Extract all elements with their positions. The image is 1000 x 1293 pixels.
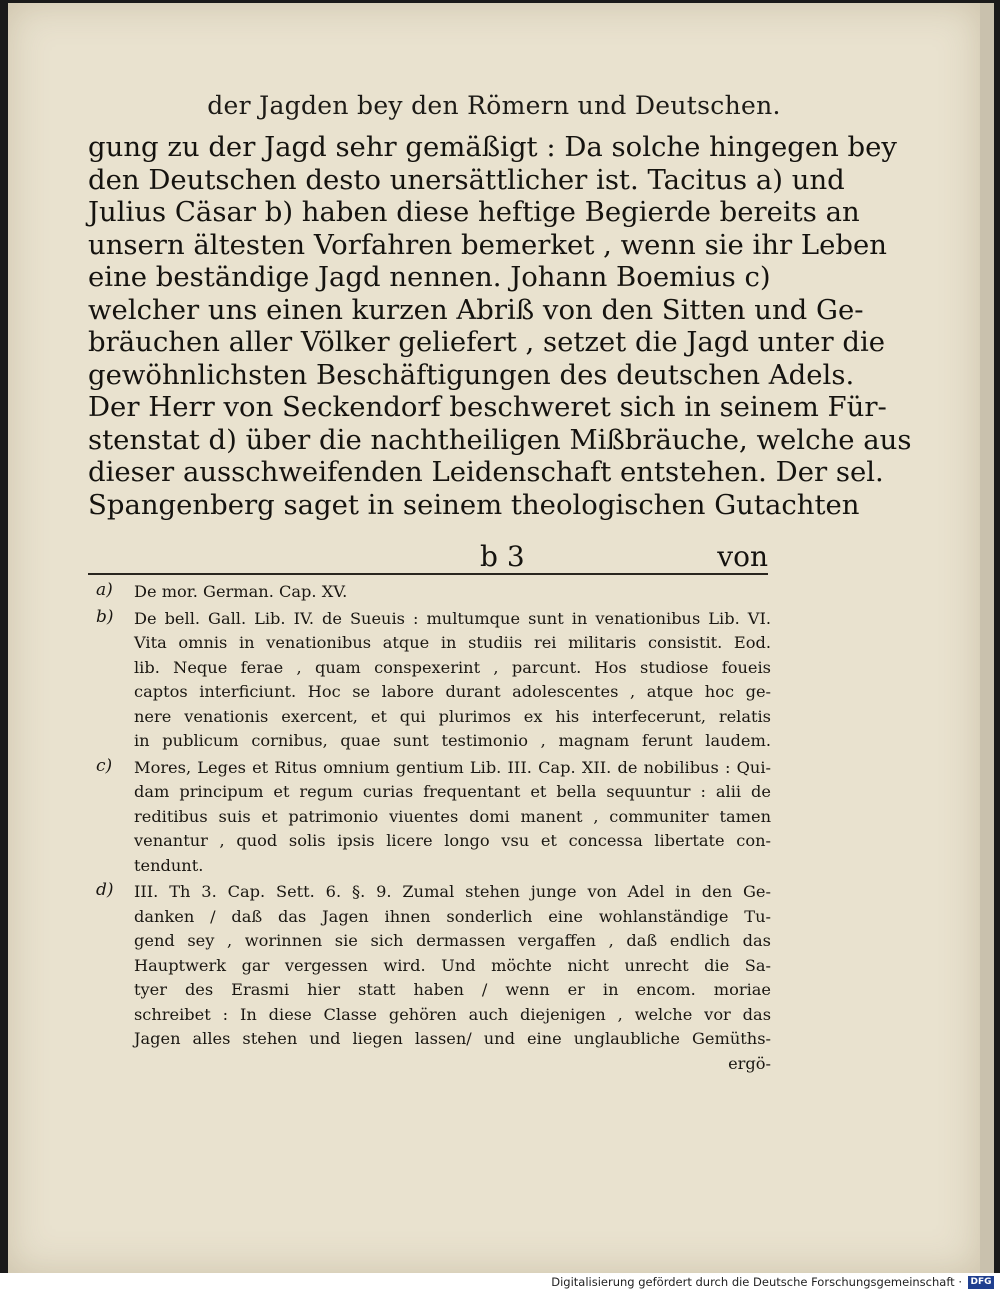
funding-credit: Digitalisierung gefördert durch die Deutsche Forschungsgemeinschaft · — [551, 1275, 962, 1289]
body-line: gewöhnlichsten Beschäftigungen des deutschen Adels. — [88, 358, 855, 391]
footnote-line: captos interficiunt. Hoc se labore durant adolescentes , atque hoc ge- — [134, 682, 771, 701]
footnote-line: Mores, Leges et Ritus omnium gentium Lib. III. Cap. XII. de nobilibus : Qui- — [134, 757, 771, 777]
footer-bar — [0, 1273, 1000, 1293]
footnote-rule — [88, 573, 768, 575]
footnote-mark: d) — [96, 880, 114, 900]
page-edge — [980, 3, 994, 1273]
body-line: Der Herr von Seckendorf beschweret sich in seinem Für- — [88, 391, 887, 423]
footnote-line: nere venationis exercent, et qui plurimos ex his interfecerunt, relatis — [134, 706, 771, 726]
dfg-logo-icon: DFG — [968, 1276, 994, 1289]
footnote-line: gend sey , worinnen sie sich dermassen vergaffen , daß endlich das — [134, 931, 771, 950]
footnote-line: III. Th 3. Cap. Sett. 6. §. 9. Zumal stehen junge von Adel in den Ge- — [134, 882, 771, 901]
footnote-line: in publicum cornibus, quae sunt testimonio , magnam ferunt laudem. — [134, 731, 771, 750]
footnote-mark: c) — [96, 755, 113, 776]
footnote-line: Vita omnis in venationibus atque in studiis rei militaris consistit. Eod. — [134, 633, 771, 652]
body-line: den Deutschen desto unersättlicher ist. Tacitus a) und — [88, 163, 845, 196]
footnote-line: dam principum et regum curias frequentant et bella sequuntur : alii de — [134, 782, 771, 801]
footnote-line: ergö- — [728, 1053, 771, 1073]
body-line: dieser ausschweifenden Leidenschaft entstehen. Der sel. — [88, 456, 884, 488]
body-line: Julius Cäsar b) haben diese heftige Begierde bereits an — [88, 196, 860, 228]
footnote-mark: b) — [96, 606, 114, 627]
signature-row — [88, 540, 768, 576]
running-head: der Jagden bey den Römern und Deutschen. — [207, 91, 781, 120]
footnote-line: Jagen alles stehen und liegen lassen/ und eine unglaubliche Gemüths- — [134, 1029, 771, 1048]
footnote-line: danken / daß das Jagen ihnen sonderlich eine wohlanständige Tu- — [134, 906, 771, 926]
signature-mark: b 3 — [480, 540, 525, 573]
body-line: bräuchen aller Völker geliefert , setzet die Jagd unter die — [88, 326, 886, 358]
footnote-line: De bell. Gall. Lib. IV. de Sueuis : multumque sunt in venationibus Lib. VI. — [134, 608, 771, 628]
footnote-line: venantur , quod solis ipsis licere longo vsu et concessa libertate con- — [134, 831, 771, 850]
footnote-b — [96, 607, 771, 754]
footnote-d — [96, 880, 771, 1076]
body-line: unsern ältesten Vorfahren bemerket , wenn sie ihr Leben — [88, 228, 888, 261]
body-line: Spangenberg saget in seinem theologischen Gutachten — [88, 488, 860, 521]
footnote-a — [96, 580, 771, 605]
footnote-line: tyer des Erasmi hier statt haben / wenn er in encom. moriae — [134, 980, 771, 999]
footnote-line: lib. Neque ferae , quam conspexerint , parcunt. Hos studiose foueis — [134, 657, 771, 677]
body-text — [88, 131, 912, 521]
catchword: von — [717, 540, 768, 573]
footnote-line: schreibet : In diese Classe gehören auch diejenigen , welche vor das — [134, 1004, 771, 1024]
body-line: gung zu der Jagd sehr gemäßigt : Da solche hingegen bey — [88, 131, 897, 163]
footnote-line: tendunt. — [134, 855, 204, 875]
footnote-line: Hauptwerk gar vergessen wird. Und möchte nicht unrecht die Sa- — [134, 955, 771, 975]
footnote-line: De mor. German. Cap. XV. — [134, 582, 348, 601]
footnote-mark: a) — [96, 580, 113, 600]
footnote-c — [96, 756, 771, 879]
body-line: eine beständige Jagd nennen. Johann Boemius c) — [88, 261, 771, 293]
body-line: welcher uns einen kurzen Abriß von den Sitten und Ge- — [88, 293, 864, 326]
book-page — [8, 3, 980, 1273]
footnote-line: reditibus suis et patrimonio viuentes domi manent , communiter tamen — [134, 806, 771, 826]
body-line: stenstat d) über die nachtheiligen Mißbräuche, welche aus — [88, 423, 912, 456]
footnotes — [96, 578, 771, 1076]
